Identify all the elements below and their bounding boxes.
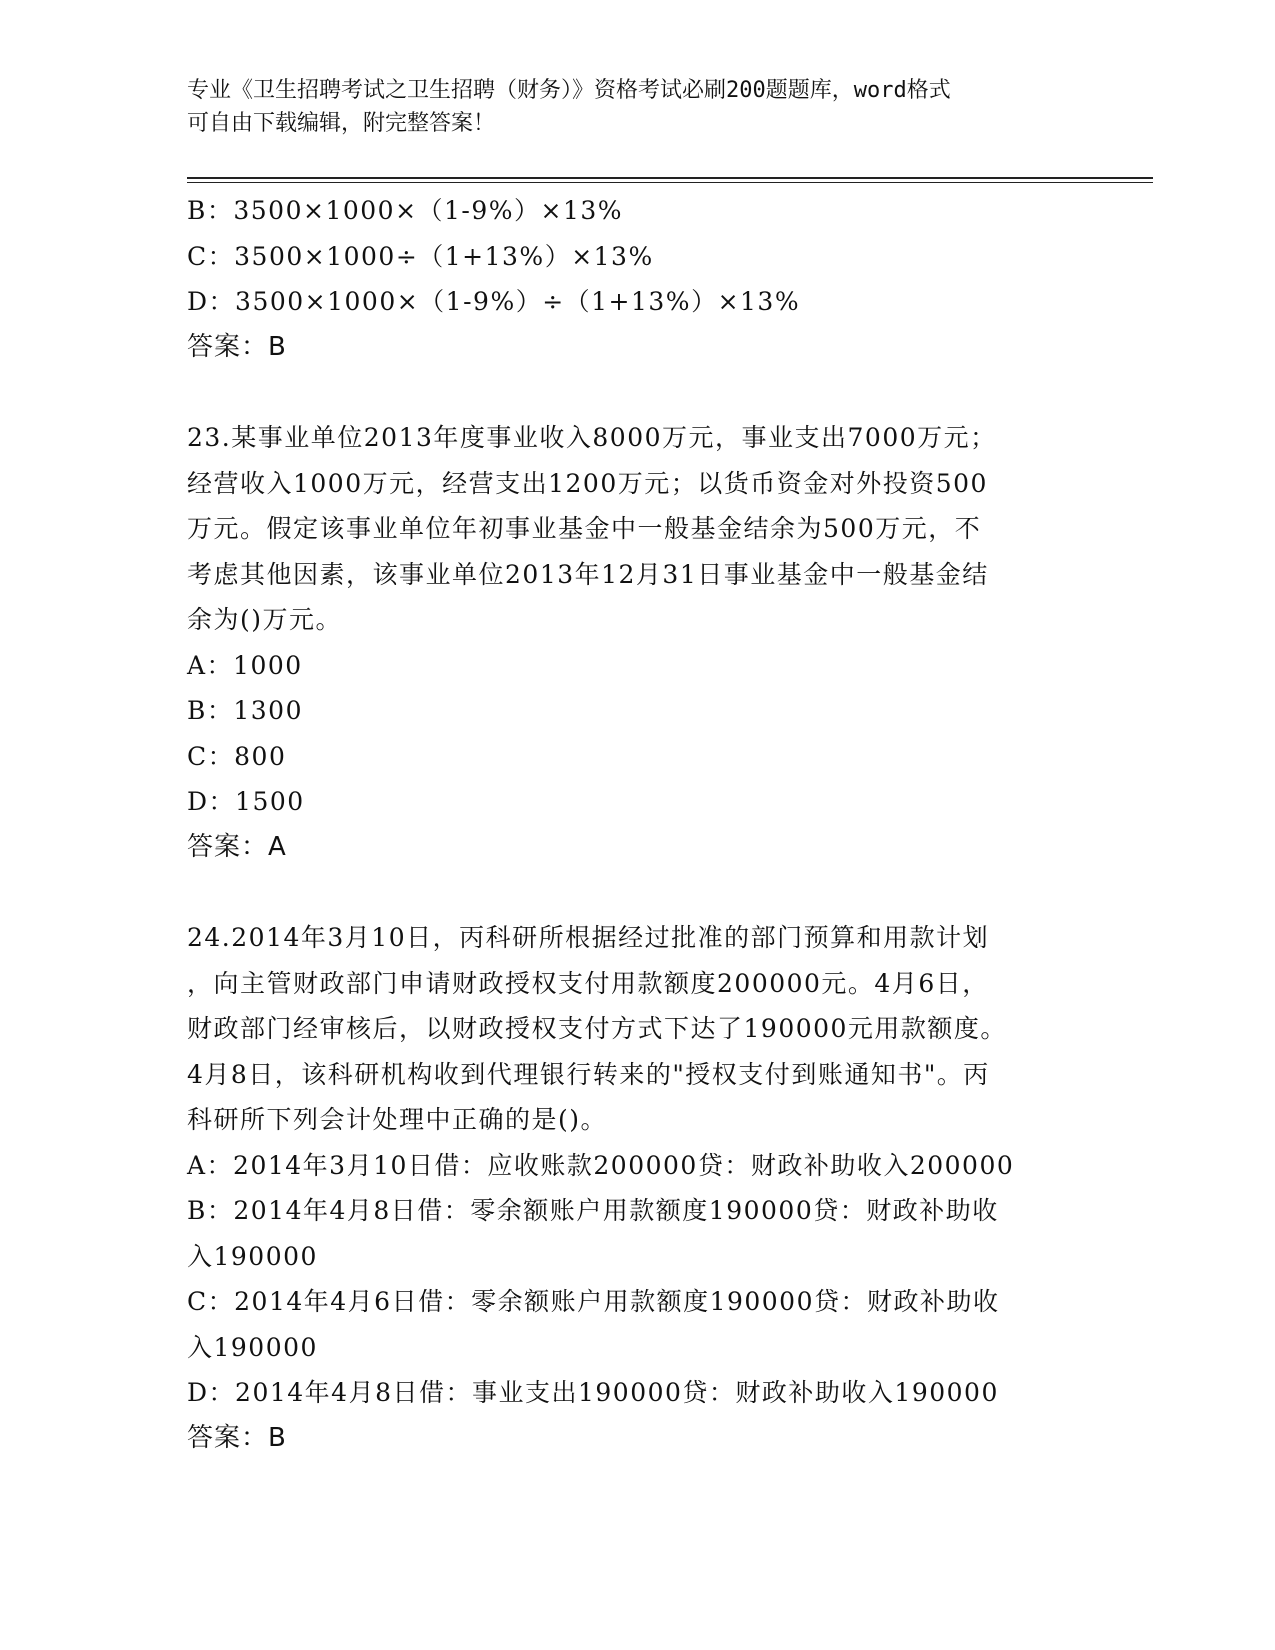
question-22-tail xyxy=(187,188,1087,370)
question-stem-line: ，向主管财政部门申请财政授权支付用款额度200000元。4月6日， xyxy=(187,968,989,998)
answer-line: 答案：A xyxy=(187,831,287,862)
header-rule-thick xyxy=(187,177,1153,179)
option-b: B：3500×1000×（1-9%）×13% xyxy=(187,196,624,225)
question-stem-line: 考虑其他因素，该事业单位2013年12月31日事业基金中一般基金结 xyxy=(187,559,989,589)
option-d: D：1500 xyxy=(187,787,305,816)
question-stem-line: 万元。假定该事业单位年初事业基金中一般基金结余为500万元，不 xyxy=(187,514,982,543)
option-c: C：3500×1000÷（1+13%）×13% xyxy=(187,241,654,271)
spacer xyxy=(187,870,1087,915)
option-d: D：2014年4月8日借：事业支出190000贷：财政补助收入190000 xyxy=(187,1378,999,1407)
question-stem-line: 余为()万元。 xyxy=(187,605,343,634)
option-c: C：2014年4月6日借：零余额账户用款额度190000贷：财政补助收 xyxy=(187,1287,1000,1316)
question-stem-line: 4月8日，该科研机构收到代理银行转来的"授权支付到账通知书"。丙 xyxy=(187,1059,990,1089)
option-c-continued: 入190000 xyxy=(187,1332,318,1362)
option-b-continued: 入190000 xyxy=(187,1241,318,1271)
option-b: B：2014年4月8日借：零余额账户用款额度190000贷：财政补助收 xyxy=(187,1196,999,1225)
question-24 xyxy=(187,915,1087,1461)
spacer xyxy=(187,370,1087,415)
option-a: A：2014年3月10日借：应收账款200000贷：财政补助收入200000 xyxy=(187,1150,1015,1180)
question-stem-line: 24.2014年3月10日，丙科研所根据经过批准的部门预算和用款计划 xyxy=(187,923,990,952)
header-title-line-2: 可自由下载编辑，附完整答案！ xyxy=(187,111,496,136)
header-title-line-1: 专业《卫生招聘考试之卫生招聘（财务）》资格考试必刷200题题库，word格式 xyxy=(187,78,951,103)
header-rule-thin xyxy=(187,182,1153,183)
question-stem-line: 财政部门经审核后，以财政授权支付方式下达了190000元用款额度。 xyxy=(187,1014,1007,1043)
question-stem-line: 经营收入1000万元，经营支出1200万元；以货币资金对外投资500 xyxy=(187,468,988,498)
question-content xyxy=(187,188,1087,1461)
question-stem-line: 23.某事业单位2013年度事业收入8000万元，事业支出7000万元； xyxy=(187,423,997,452)
question-stem-line: 科研所下列会计处理中正确的是()。 xyxy=(187,1105,608,1134)
answer-line: 答案：B xyxy=(187,1422,287,1453)
answer-line: 答案：B xyxy=(187,331,287,362)
option-c: C：800 xyxy=(187,741,287,771)
question-23 xyxy=(187,415,1087,870)
option-d: D：3500×1000×（1-9%）÷（1+13%）×13% xyxy=(187,287,801,316)
page-header xyxy=(187,74,1087,140)
option-b: B：1300 xyxy=(187,696,303,725)
option-a: A：1000 xyxy=(187,650,303,680)
